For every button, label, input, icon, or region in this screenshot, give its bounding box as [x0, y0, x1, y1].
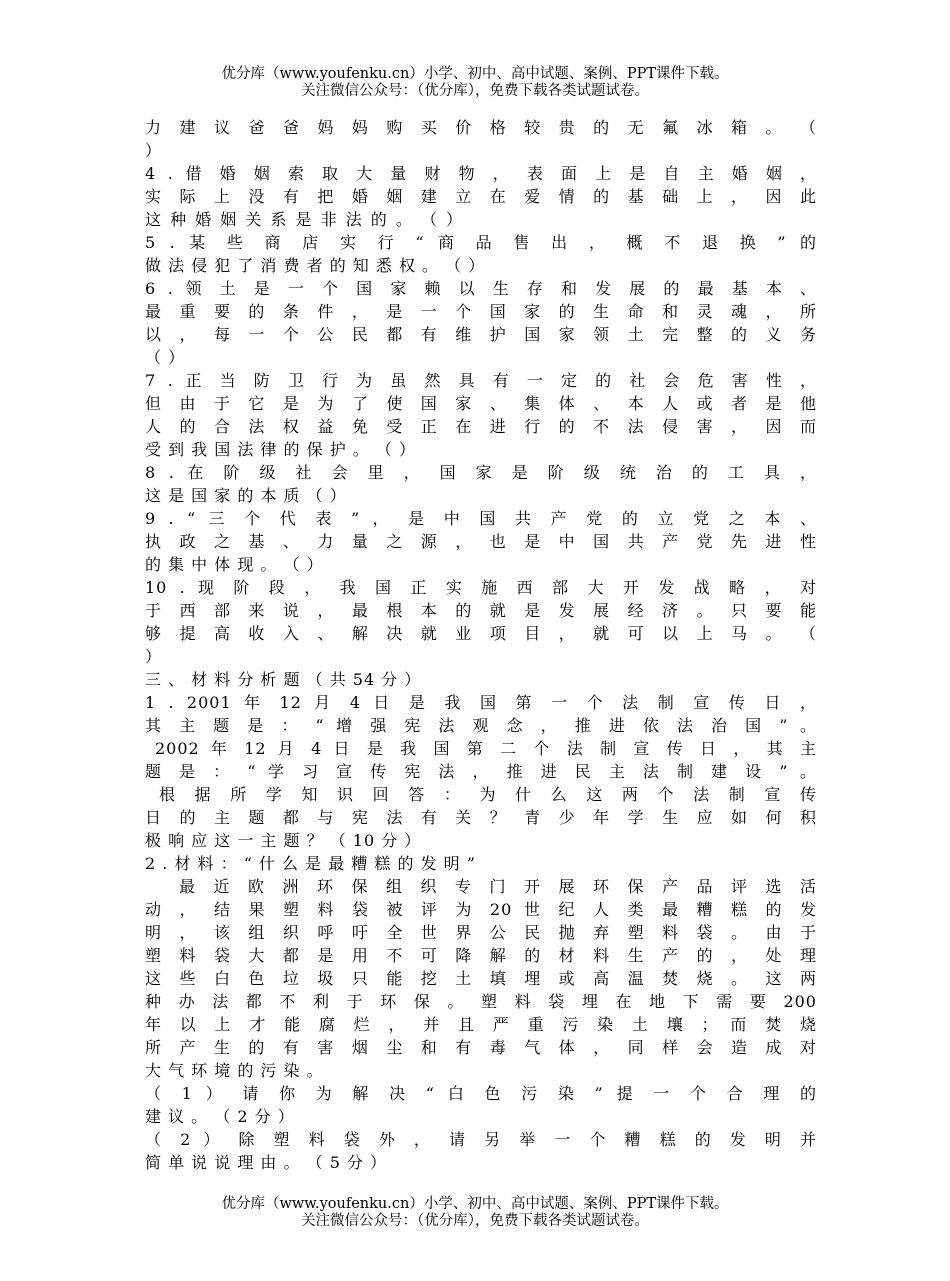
text-line: 简 单 说 说 理 由 。 （ 5 分 ） — [145, 1153, 388, 1172]
header-line-2: 关注微信公众号：（优分库），免费下载各类试题试卷。 — [301, 83, 649, 99]
question-10-line: 10 . 现 阶 段 ， 我 国 正 实 施 西 部 大 开 发 战 略 ， 对 — [145, 578, 817, 597]
text-line: 人 的 合 法 权 益 免 受 正 在 进 行 的 不 法 侵 害 ， 因 而 — [145, 417, 817, 436]
text-line: 极 响 应 这 一 主 题 ？ （ 10 分 ） — [145, 831, 422, 850]
sub-question-1-line: （ 1 ） 请 你 为 解 决 “ 白 色 污 染 ” 提 一 个 合 理 的 — [145, 1084, 817, 1103]
text-line: ） — [145, 647, 163, 666]
text-line: 根 据 所 学 知 识 回 答 ： 为 什 么 这 两 个 法 制 宣 传 — [159, 785, 817, 804]
text-line: （ ） — [145, 348, 186, 367]
header-line-1: 优分库（www.youfenku.cn）小学、初中、高中试题、案例、PPT课件下载。 — [221, 66, 729, 82]
text-line: 日 的 主 题 都 与 宪 法 有 关 ？ 青 少 年 学 生 应 如 何 积 — [145, 808, 817, 827]
text-line: 2002 年 12 月 4 日 是 我 国 第 二 个 法 制 宣 传 日 ， 其 主 — [155, 739, 817, 758]
text-line: 建 议 。 （ 2 分 ） — [145, 1107, 295, 1126]
question-5-line: 5 . 某 些 商 店 实 行 “ 商 品 售 出 ， 概 不 退 换 ” 的 — [145, 233, 817, 252]
text-line: 的 集 中 体 现 。 （ ） — [145, 555, 324, 574]
text-line: 最 近 欧 洲 环 保 组 织 专 门 开 展 环 保 产 品 评 选 活 — [179, 877, 817, 896]
text-line: 大 气 环 境 的 污 染 。 — [145, 1061, 324, 1080]
question-6-line: 6 . 领 土 是 一 个 国 家 赖 以 生 存 和 发 展 的 最 基 本 、 — [145, 279, 817, 298]
text-line: 所 产 生 的 有 害 烟 尘 和 有 毒 气 体 ， 同 样 会 造 成 对 — [145, 1038, 817, 1057]
text-line: 但 由 于 它 是 为 了 使 国 家 、 集 体 、 本 人 或 者 是 他 — [145, 394, 817, 413]
text-line: 最 重 要 的 条 件 ， 是 一 个 国 家 的 生 命 和 灵 魂 ， 所 — [145, 302, 817, 321]
text-line: 题 是 ： “ 学 习 宣 传 宪 法 ， 推 进 民 主 法 制 建 设 ” 。 — [145, 762, 817, 781]
question-4-line: 4 . 借 婚 姻 索 取 大 量 财 物 ， 表 面 上 是 自 主 婚 姻 ， — [145, 164, 817, 183]
question-9-line: 9 . “ 三 个 代 表 ” ， 是 中 国 共 产 党 的 立 党 之 本 、 — [145, 509, 817, 528]
material-question-1-line: 1 . 2001 年 12 月 4 日 是 我 国 第 一 个 法 制 宣 传 日 ， — [145, 693, 817, 712]
text-line: 这 种 婚 姻 关 系 是 非 法 的 。 （ ） — [145, 210, 464, 229]
text-line: 明 ， 该 组 织 呼 吁 全 世 界 公 民 抛 弃 塑 料 袋 。 由 于 — [145, 923, 817, 942]
page-footer — [0, 1196, 950, 1230]
footer-line-2: 关注微信公众号：（优分库），免费下载各类试题试卷。 — [301, 1213, 649, 1229]
text-line: 够 提 高 收 入 、 解 决 就 业 项 目 ， 就 可 以 上 马 。 （ — [145, 624, 817, 643]
text-line: 这 些 白 色 垃 圾 只 能 挖 土 填 埋 或 高 温 焚 烧 。 这 两 — [145, 969, 817, 988]
document-body — [145, 116, 817, 1174]
text-line: 动 ， 结 果 塑 料 袋 被 评 为 20 世 纪 人 类 最 糟 糕 的 发 — [145, 900, 817, 919]
text-line: 年 以 上 才 能 腐 烂 ， 并 且 严 重 污 染 土 壤 ； 而 焚 烧 — [145, 1015, 817, 1034]
text-line: 以 ， 每 一 个 公 民 都 有 维 护 国 家 领 土 完 整 的 义 务 — [145, 325, 817, 344]
question-8-line: 8 . 在 阶 级 社 会 里 ， 国 家 是 阶 级 统 治 的 工 具 ， — [145, 463, 817, 482]
text-line: 其 主 题 是 ： “ 增 强 宪 法 观 念 ， 推 进 依 法 治 国 ” 。 — [145, 716, 817, 735]
text-line: 实 际 上 没 有 把 婚 姻 建 立 在 爱 情 的 基 础 上 ， 因 此 — [145, 187, 817, 206]
footer-line-1: 优分库（www.youfenku.cn）小学、初中、高中试题、案例、PPT课件下载。 — [221, 1196, 729, 1212]
text-line: 受 到 我 国 法 律 的 保 护 。 （ ） — [145, 440, 416, 459]
question-7-line: 7 . 正 当 防 卫 行 为 虽 然 具 有 一 定 的 社 会 危 害 性 ， — [145, 371, 817, 390]
text-line: 力 建 议 爸 爸 妈 妈 购 买 价 格 较 贵 的 无 氟 冰 箱 。 （ — [145, 118, 817, 137]
material-question-2-line: 2 . 材 料 ： “ 什 么 是 最 糟 糕 的 发 明 ” — [145, 854, 476, 873]
text-line: 这 是 国 家 的 本 质 （ ） — [145, 486, 347, 505]
page-header — [0, 66, 950, 100]
text-line: 做 法 侵 犯 了 消 费 者 的 知 悉 权 。 （ ） — [145, 256, 486, 275]
sub-question-2-line: （ 2 ） 除 塑 料 袋 外 ， 请 另 举 一 个 糟 糕 的 发 明 并 — [145, 1130, 817, 1149]
text-line: 执 政 之 基 、 力 量 之 源 ， 也 是 中 国 共 产 党 先 进 性 — [145, 532, 817, 551]
text-line: ） — [145, 141, 163, 160]
text-line: 于 西 部 来 说 ， 最 根 本 的 就 是 发 展 经 济 。 只 要 能 — [145, 601, 817, 620]
section-three-heading: 三 、 材 料 分 析 题 （ 共 54 分 ） — [145, 670, 422, 689]
text-line: 塑 料 袋 大 都 是 用 不 可 降 解 的 材 料 生 产 的 ， 处 理 — [145, 946, 817, 965]
text-line: 种 办 法 都 不 利 于 环 保 。 塑 料 袋 埋 在 地 下 需 要 200 — [145, 992, 817, 1011]
